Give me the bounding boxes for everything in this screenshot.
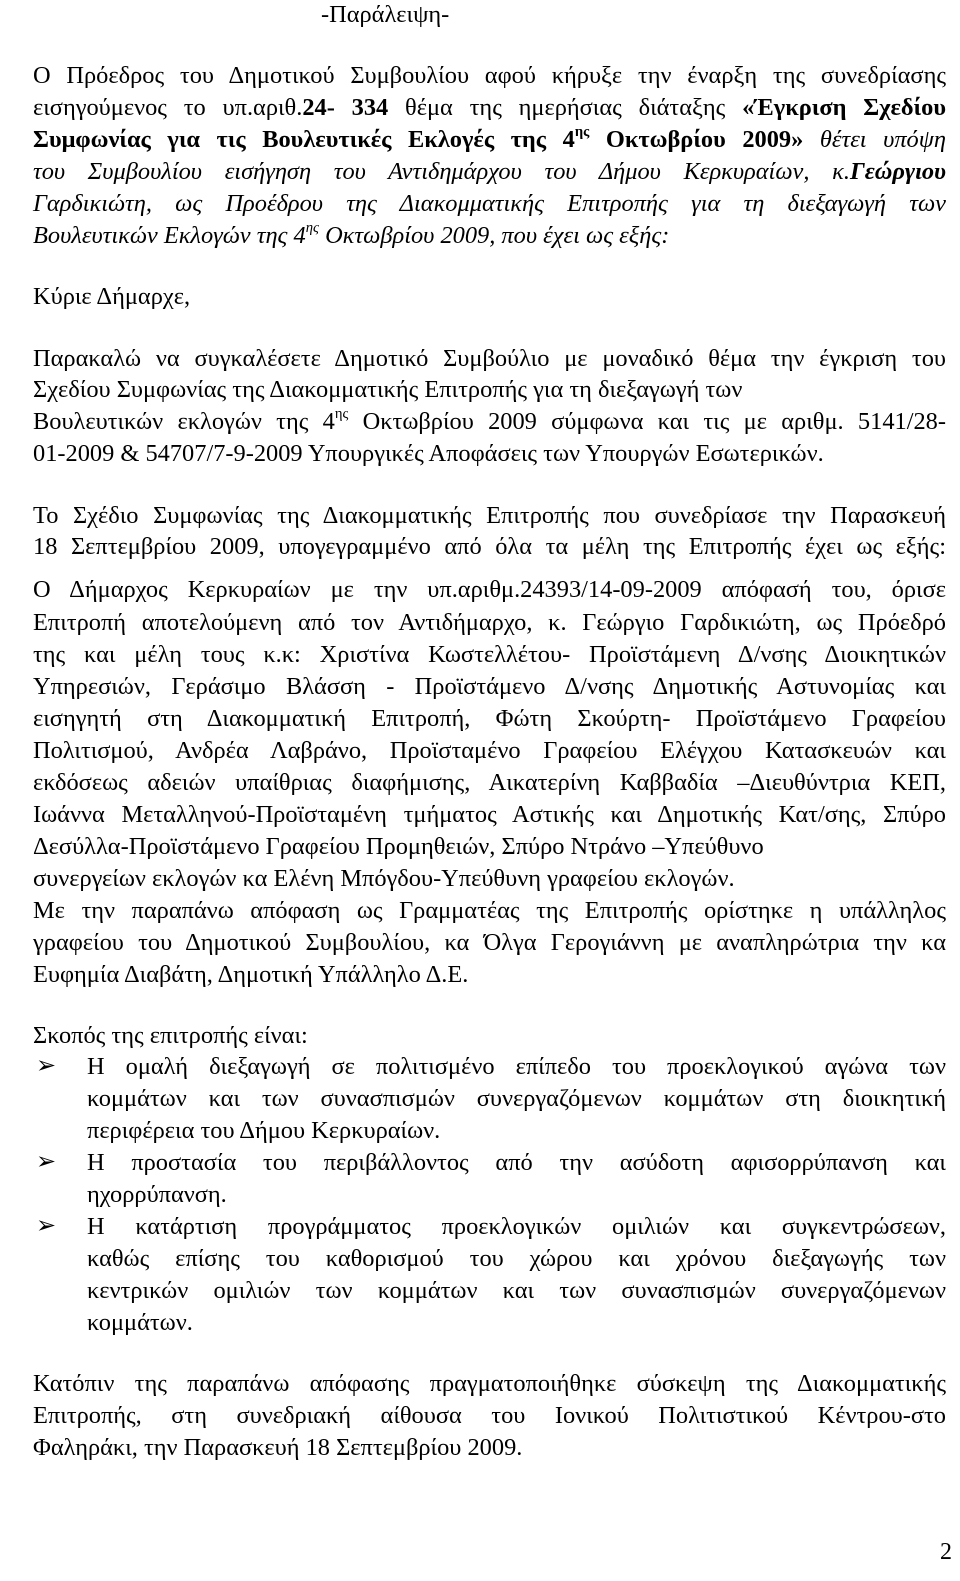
purpose-item-3-line-3: κεντρικών ομιλιών των κομμάτων και των συνασπισμών συνεργαζόμενων — [87, 1277, 946, 1304]
purpose-item-3-line-4: κομμάτων. — [87, 1309, 193, 1336]
intro-line-4: του Συμβουλίου εισήγηση του Αντιδημάρχου του Δήμου Κερκυραίων, κ.Γεώργιου — [33, 158, 946, 185]
purpose-item-1-line-3: περιφέρεια του Δήμου Κερκυραίων. — [87, 1117, 441, 1144]
request-line-1: Παρακαλώ να συγκαλέσετε Δημοτικό Συμβούλιο με μοναδικό θέμα την έγκριση του — [33, 345, 946, 372]
body-line-12: συνεργείων εκλογών κα Ελένη Μπόγδου-Υπεύθυνη γραφείου εκλογών. — [33, 865, 735, 892]
intro-line-2: εισηγούμενος το υπ.αριθ.24- 334 θέμα της ημερήσιας διάταξης «Έγκριση Σχεδίου — [33, 94, 946, 121]
closing-line-1: Κατόπιν της παραπάνω απόφασης πραγματοποιήθηκε σύσκεψη της Διακομματικής — [33, 1370, 946, 1397]
body-line-10: Ιωάννα Μεταλληνού-Προϊσταμένη τμήματος Αστικής και Δημοτικής Κατ/σης, Σπύρο — [33, 801, 946, 828]
body-line-4: Επιτροπή αποτελούμενη από τον Αντιδήμαρχο, κ. Γεώργιο Γαρδικιώτη, ως Πρόεδρό — [33, 609, 946, 636]
intro-line-3: Συμφωνίας για τις Βουλευτικές Εκλογές της $4^{\eta\varsigma}$ Οκτωβρίου 2009» θέτει υπόψη — [33, 124, 947, 153]
arrow-bullet-icon: ➢ — [36, 1053, 57, 1079]
purpose-item-3-line-1: Η κατάρτιση προγράμματος προεκλογικών ομιλιών και συγκεντρώσεων, — [87, 1213, 946, 1240]
body-line-8: Πολιτισμού, Ανδρέα Λαβράνο, Προϊσταμένο Γραφείου Ελέγχου Κατασκευών και — [33, 737, 946, 764]
body-line-3: Ο Δήμαρχος Κερκυραίων με την υπ.αριθμ.24393/14-09-2009 απόφασή του, όρισε — [33, 576, 946, 603]
request-line-3: Βουλευτικών εκλογών της $4^{\eta\varsigma}$ Οκτωβρίου 2009 σύμφωνα και τις με αριθμ. 5141/28- — [33, 406, 946, 435]
intro-line-1: Ο Πρόεδρος του Δημοτικού Συμβουλίου αφού κήρυξε την έναρξη της συνεδρίασης — [33, 62, 946, 89]
salutation: Κύριε Δήμαρχε, — [33, 283, 191, 310]
closing-line-3: Φαληράκι, την Παρασκευή 18 Σεπτεμβρίου 2009. — [33, 1434, 523, 1461]
body-line-9: εκδόσεως αδειών υπαίθριας διαφήμισης, Αικατερίνη Καββαδία –Διευθύντρια ΚΕΠ, — [33, 769, 946, 796]
intro-line-5: Γαρδικιώτη, ως Προέδρου της Διακομματικής Επιτροπής για τη διεξαγωγή των — [33, 190, 946, 217]
body-line-1: Το Σχέδιο Συμφωνίας της Διακομματικής Επιτροπής που συνεδρίασε την Παρασκευή — [33, 502, 946, 529]
body-line-7: εισηγητή στη Διακομματική Επιτροπή, Φώτη Σκούρτη- Προϊστάμενο Γραφείου — [33, 705, 946, 732]
body-line-2: 18 Σεπτεμβρίου 2009, υπογεγραμμένο από όλα τα μέλη της Επιτροπής έχει ως εξής: — [33, 533, 946, 560]
body-line-13: Με την παραπάνω απόφαση ως Γραμματέας της Επιτροπής ορίστηκε η υπάλληλος — [33, 897, 946, 924]
body-line-11: Δεσύλλα-Προϊστάμενο Γραφείου Προμηθειών, Σπύρο Ντράνο –Υπεύθυνο — [33, 833, 764, 860]
intro-line-6: Βουλευτικών Εκλογών της $4^{\eta\varsigma}$ Οκτωβρίου 2009, που έχει ως εξής: — [33, 220, 670, 249]
body-line-5: της και μέλη τους κ.κ: Χριστίνα Κωστελλέτου- Προϊστάμενη Δ/νσης Διοικητικών — [33, 641, 946, 668]
page-title: -Παράλειψη- — [321, 1, 450, 28]
body-line-14: γραφείου του Δημοτικού Συμβουλίου, κα Όλγα Γερογιάννη με αναπληρώτρια την κα — [33, 929, 946, 956]
purpose-item-1-line-1: Η ομαλή διεξαγωγή σε πολιτισμένο επίπεδο του προεκλογικού αγώνα των — [87, 1053, 946, 1080]
purpose-heading: Σκοπός της επιτροπής είναι: — [33, 1022, 308, 1049]
purpose-item-2-line-2: ηχορρύπανση. — [87, 1181, 227, 1208]
request-line-2: Σχεδίου Συμφωνίας της Διακομματικής Επιτροπής για τη διεξαγωγή των — [33, 376, 743, 403]
body-line-6: Υπηρεσιών, Γεράσιμο Βλάσση - Προϊστάμενο Δ/νσης Δημοτικής Αστυνομίας και — [33, 673, 946, 700]
page-number: 2 — [940, 1539, 952, 1565]
request-line-4: 01-2009 & 54707/7-9-2009 Υπουργικές Αποφάσεις των Υπουργών Εσωτερικών. — [33, 440, 824, 467]
closing-line-2: Επιτροπής, στη συνεδριακή αίθουσα του Ιονικού Πολιτιστικού Κέντρου-στο — [33, 1402, 946, 1429]
purpose-item-3-line-2: καθώς επίσης του καθορισμού του χώρου και χρόνου διεξαγωγής των — [87, 1245, 946, 1272]
body-line-15: Ευφημία Διαβάτη, Δημοτική Υπάλληλο Δ.Ε. — [33, 961, 469, 988]
arrow-bullet-icon: ➢ — [36, 1213, 57, 1239]
arrow-bullet-icon: ➢ — [36, 1149, 57, 1175]
purpose-item-2-line-1: Η προστασία του περιβάλλοντος από την ασύδοτη αφισορρύπανση και — [87, 1149, 946, 1176]
purpose-item-1-line-2: κομμάτων και των συνασπισμών συνεργαζόμενων κομμάτων στη διοικητική — [87, 1085, 946, 1112]
